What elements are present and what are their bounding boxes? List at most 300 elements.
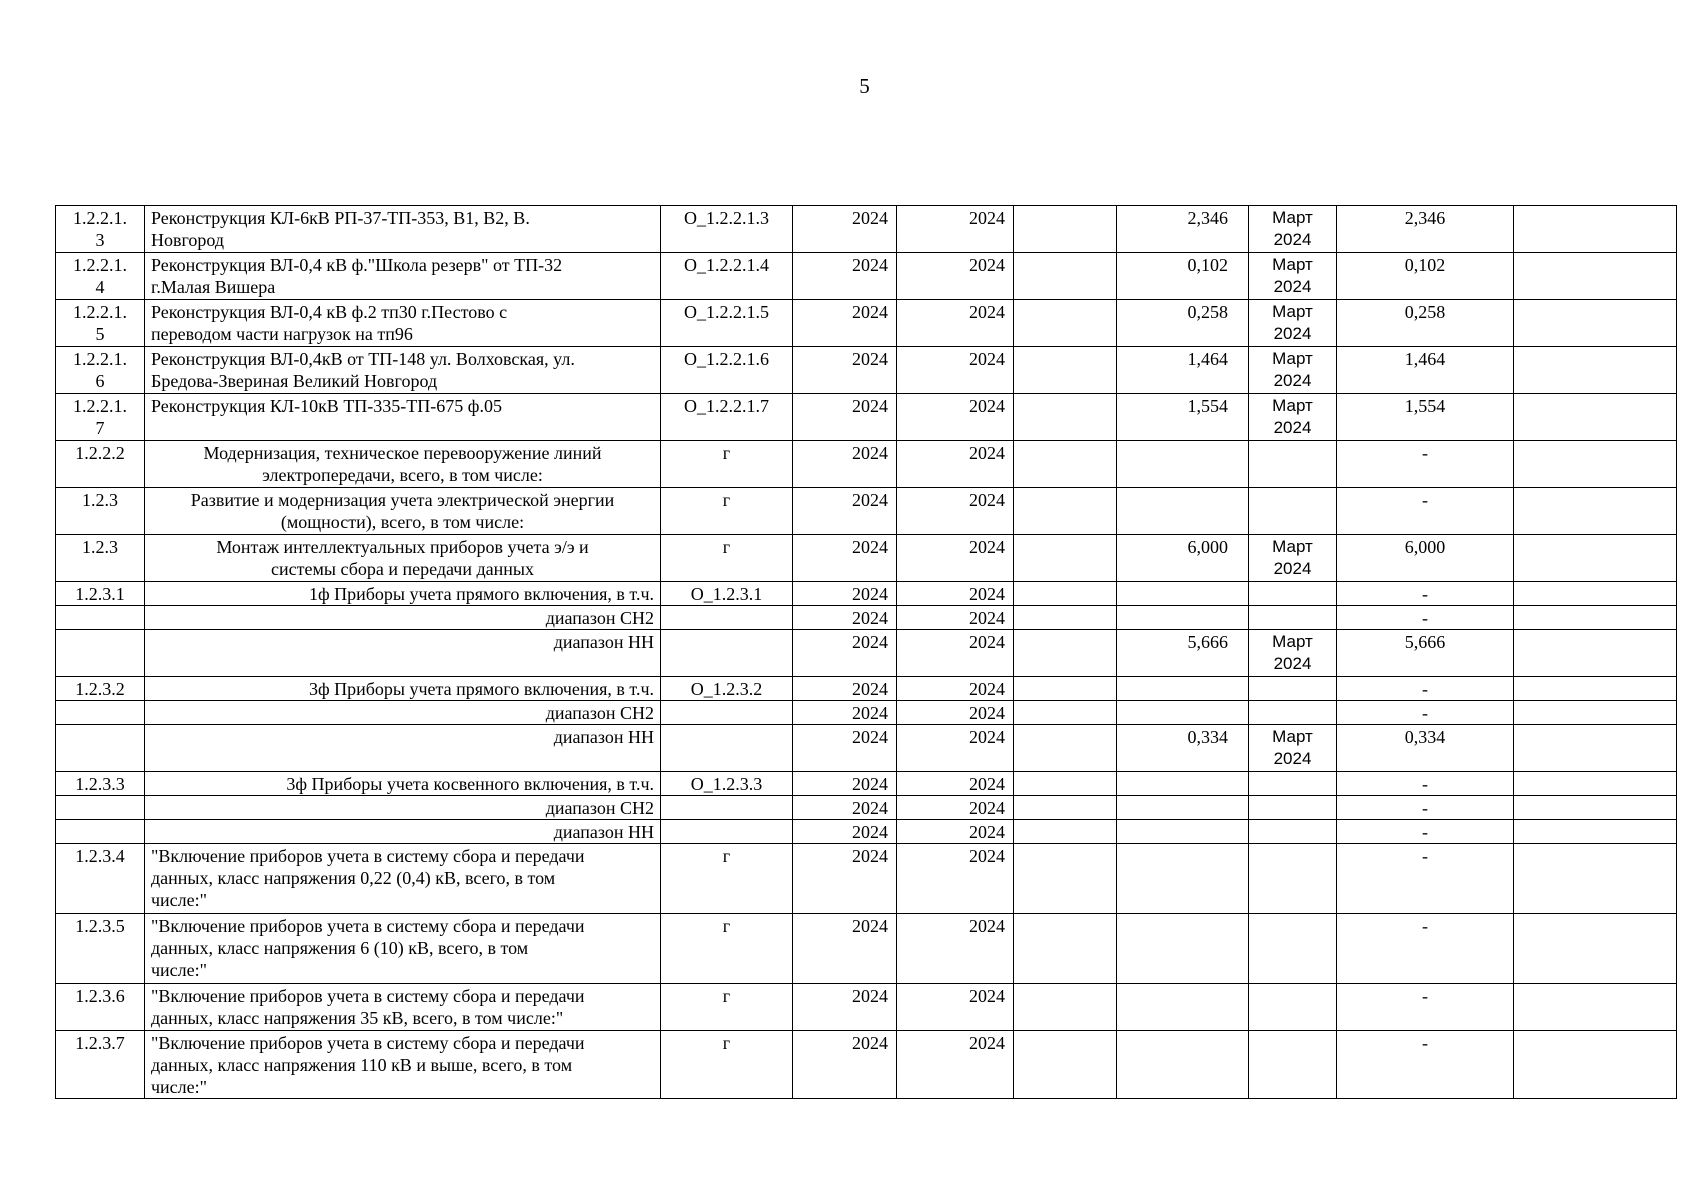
row-value-total-text: - [1422, 1033, 1428, 1053]
row-name-cell [145, 796, 661, 820]
row-name-text: "Включение приборов учета в систему сбора и передачи данных, класс напряжения 6 (10) кВ, всего, в том числе:" [151, 916, 585, 980]
row-year-start-cell [793, 488, 897, 535]
table-row [56, 984, 1677, 1031]
row-note-cell [1514, 253, 1677, 300]
row-year-start-text: 2024 [852, 916, 888, 936]
row-code-cell [661, 796, 793, 820]
row-note-cell [1514, 630, 1677, 677]
row-name-text: Реконструкция КЛ-10кВ ТП-335-ТП-675 ф.05 [151, 396, 502, 416]
row-note-cell [1514, 1031, 1677, 1099]
row-number-text: 1.2.3.7 [75, 1033, 125, 1053]
row-number-text: 1.2.2.1. 3 [73, 208, 127, 250]
row-year-end-text: 2024 [969, 727, 1005, 747]
row-year-start-cell [793, 630, 897, 677]
row-month-cell [1249, 725, 1337, 772]
row-code-cell [661, 914, 793, 984]
row-month-cell [1249, 677, 1337, 701]
row-number-text: 1.2.3.4 [75, 846, 125, 866]
row-code-cell [661, 582, 793, 606]
row-code-text: О_1.2.2.1.7 [684, 396, 769, 416]
row-note-cell [1514, 347, 1677, 394]
row-value-total-text: - [1422, 916, 1428, 936]
row-name-cell [145, 606, 661, 630]
row-month-cell [1249, 984, 1337, 1031]
row-month-text: Март 2024 [1272, 349, 1313, 390]
row-code-cell [661, 820, 793, 844]
row-name-cell [145, 725, 661, 772]
row-value-total-cell [1337, 796, 1514, 820]
row-value-total-text: 1,464 [1404, 349, 1446, 369]
row-code-text: О_1.2.3.3 [690, 774, 763, 794]
row-code-cell [661, 206, 793, 253]
row-number-text: 1.2.2.1. 5 [73, 302, 127, 344]
row-name-cell [145, 535, 661, 582]
table-row [56, 606, 1677, 630]
row-name-cell [145, 582, 661, 606]
row-year-start-text: 2024 [852, 679, 888, 699]
row-year-start-cell [793, 984, 897, 1031]
row-note-cell [1514, 441, 1677, 488]
row-month-cell [1249, 394, 1337, 441]
row-number-cell [56, 582, 145, 606]
row-value-total-cell [1337, 535, 1514, 582]
row-year-start-text: 2024 [852, 608, 888, 628]
row-month-cell [1249, 441, 1337, 488]
row-year-end-cell [897, 535, 1014, 582]
row-number-cell [56, 844, 145, 914]
row-year-start-cell [793, 820, 897, 844]
row-number-cell [56, 606, 145, 630]
row-name-text: "Включение приборов учета в систему сбора и передачи данных, класс напряжения 110 кВ и выше, всего, в том числе:" [151, 1033, 585, 1097]
row-value-total-cell [1337, 606, 1514, 630]
row-number-cell [56, 488, 145, 535]
row-year-start-cell [793, 300, 897, 347]
row-month-text: Март 2024 [1272, 396, 1313, 437]
row-name-text: "Включение приборов учета в систему сбора и передачи данных, класс напряжения 0,22 (0,4) кВ, всего, в том числе:" [151, 846, 585, 910]
row-year-start-text: 2024 [852, 846, 888, 866]
row-year-start-cell [793, 1031, 897, 1099]
row-code-text: г [722, 916, 731, 936]
table-row [56, 347, 1677, 394]
row-empty-cell [1014, 582, 1117, 606]
row-year-start-cell [793, 206, 897, 253]
row-note-cell [1514, 820, 1677, 844]
row-value-total-text: - [1422, 608, 1428, 628]
row-value-cell [1117, 820, 1249, 844]
row-code-text: О_1.2.2.1.4 [684, 255, 769, 275]
row-value-cell [1117, 606, 1249, 630]
row-name-cell [145, 206, 661, 253]
row-value-cell [1117, 535, 1249, 582]
row-month-cell [1249, 701, 1337, 725]
row-note-cell [1514, 535, 1677, 582]
row-number-cell [56, 300, 145, 347]
row-name-text: диапазон СН2 [545, 798, 654, 818]
row-year-start-text: 2024 [852, 632, 888, 652]
row-value-total-cell [1337, 394, 1514, 441]
row-name-text: диапазон НН [553, 727, 654, 747]
row-note-cell [1514, 488, 1677, 535]
row-month-cell [1249, 630, 1337, 677]
row-month-cell [1249, 796, 1337, 820]
row-code-text: О_1.2.2.1.3 [684, 208, 769, 228]
row-name-cell [145, 914, 661, 984]
row-name-cell [145, 488, 661, 535]
row-month-text: Март 2024 [1272, 727, 1313, 768]
row-name-cell [145, 394, 661, 441]
row-year-end-text: 2024 [969, 632, 1005, 652]
row-name-cell [145, 253, 661, 300]
row-name-text: Реконструкция ВЛ-0,4 кВ ф."Школа резерв" от ТП-32 г.Малая Вишера [151, 255, 563, 297]
row-code-cell [661, 630, 793, 677]
row-year-start-text: 2024 [852, 703, 888, 723]
row-year-start-cell [793, 582, 897, 606]
row-code-text: г [722, 846, 731, 866]
row-month-text: Март 2024 [1272, 302, 1313, 343]
row-number-cell [56, 914, 145, 984]
investment-plan-table [55, 205, 1677, 1099]
row-name-cell [145, 677, 661, 701]
table-row [56, 300, 1677, 347]
row-value-total-text: - [1422, 774, 1428, 794]
row-value-text: 1,554 [1187, 396, 1228, 416]
row-year-end-cell [897, 206, 1014, 253]
row-number-text: 1.2.2.2 [75, 443, 125, 463]
row-year-start-cell [793, 606, 897, 630]
row-year-end-text: 2024 [969, 443, 1005, 463]
row-code-cell [661, 844, 793, 914]
row-value-total-text: - [1422, 490, 1428, 510]
row-note-cell [1514, 206, 1677, 253]
row-month-cell [1249, 820, 1337, 844]
row-value-text: 2,346 [1187, 208, 1228, 228]
row-year-start-cell [793, 914, 897, 984]
row-name-cell [145, 300, 661, 347]
row-year-end-text: 2024 [969, 584, 1005, 604]
row-empty-cell [1014, 984, 1117, 1031]
row-value-total-text: - [1422, 822, 1428, 842]
row-year-end-cell [897, 606, 1014, 630]
row-name-cell [145, 984, 661, 1031]
row-value-total-text: 1,554 [1404, 396, 1446, 416]
row-name-text: диапазон СН2 [545, 703, 654, 723]
row-value-text: 0,258 [1187, 302, 1228, 322]
row-name-cell [145, 701, 661, 725]
row-number-text: 1.2.3.5 [75, 916, 125, 936]
row-year-end-cell [897, 441, 1014, 488]
row-value-total-cell [1337, 488, 1514, 535]
table-row [56, 701, 1677, 725]
row-year-end-cell [897, 300, 1014, 347]
row-value-total-text: 6,000 [1404, 537, 1446, 557]
row-year-end-cell [897, 820, 1014, 844]
table-row [56, 535, 1677, 582]
row-name-cell [145, 844, 661, 914]
row-value-total-text: - [1422, 584, 1428, 604]
row-value-total-text: - [1422, 986, 1428, 1006]
row-name-text: 1ф Приборы учета прямого включения, в т.ч. [308, 584, 654, 604]
row-year-end-cell [897, 582, 1014, 606]
row-month-text: Март 2024 [1272, 255, 1313, 296]
row-empty-cell [1014, 535, 1117, 582]
row-value-cell [1117, 701, 1249, 725]
row-year-end-text: 2024 [969, 703, 1005, 723]
row-value-total-text: 0,258 [1404, 302, 1446, 322]
row-code-cell [661, 253, 793, 300]
row-value-total-cell [1337, 914, 1514, 984]
row-name-text: "Включение приборов учета в систему сбора и передачи данных, класс напряжения 35 кВ, всего, в том числе:" [151, 986, 585, 1028]
row-code-text: г [722, 443, 731, 463]
row-month-cell [1249, 1031, 1337, 1099]
table-row [56, 725, 1677, 772]
row-value-cell [1117, 984, 1249, 1031]
row-empty-cell [1014, 796, 1117, 820]
row-year-start-cell [793, 253, 897, 300]
row-empty-cell [1014, 606, 1117, 630]
row-name-text: Монтаж интеллектуальных приборов учета э/э и системы сбора и передачи данных [216, 537, 589, 579]
row-empty-cell [1014, 441, 1117, 488]
row-code-text: г [722, 537, 731, 557]
row-year-end-text: 2024 [969, 774, 1005, 794]
row-value-total-cell [1337, 300, 1514, 347]
row-number-cell [56, 984, 145, 1031]
row-month-cell [1249, 535, 1337, 582]
row-value-cell [1117, 300, 1249, 347]
row-year-end-text: 2024 [969, 679, 1005, 699]
row-year-end-cell [897, 701, 1014, 725]
row-value-text: 1,464 [1187, 349, 1228, 369]
row-year-start-cell [793, 796, 897, 820]
row-month-cell [1249, 347, 1337, 394]
row-value-cell [1117, 488, 1249, 535]
table-row [56, 394, 1677, 441]
row-number-text: 1.2.3.2 [75, 679, 125, 699]
row-number-text: 1.2.3.6 [75, 986, 125, 1006]
row-empty-cell [1014, 701, 1117, 725]
row-value-cell [1117, 206, 1249, 253]
row-name-text: 3ф Приборы учета косвенного включения, в т.ч. [286, 774, 654, 794]
row-year-start-text: 2024 [852, 537, 888, 557]
row-year-start-text: 2024 [852, 584, 888, 604]
row-year-end-cell [897, 772, 1014, 796]
row-number-cell [56, 820, 145, 844]
row-year-start-text: 2024 [852, 986, 888, 1006]
row-year-start-cell [793, 394, 897, 441]
table-row [56, 820, 1677, 844]
row-year-end-text: 2024 [969, 986, 1005, 1006]
row-year-end-cell [897, 725, 1014, 772]
row-year-start-text: 2024 [852, 727, 888, 747]
row-value-total-cell [1337, 441, 1514, 488]
row-code-cell [661, 701, 793, 725]
row-year-end-cell [897, 677, 1014, 701]
row-number-cell [56, 441, 145, 488]
table-row [56, 1031, 1677, 1099]
row-value-total-cell [1337, 984, 1514, 1031]
row-value-cell [1117, 844, 1249, 914]
row-number-text: 1.2.2.1. 7 [73, 396, 127, 438]
row-code-cell [661, 1031, 793, 1099]
row-value-text: 6,000 [1187, 537, 1228, 557]
row-year-end-cell [897, 630, 1014, 677]
row-value-cell [1117, 725, 1249, 772]
row-year-start-cell [793, 441, 897, 488]
row-value-cell [1117, 441, 1249, 488]
row-number-cell [56, 206, 145, 253]
row-number-cell [56, 394, 145, 441]
row-note-cell [1514, 725, 1677, 772]
row-month-cell [1249, 914, 1337, 984]
row-note-cell [1514, 394, 1677, 441]
row-year-start-text: 2024 [852, 396, 888, 416]
table-body [56, 206, 1677, 1099]
row-value-total-text: - [1422, 703, 1428, 723]
row-note-cell [1514, 844, 1677, 914]
row-year-end-cell [897, 844, 1014, 914]
row-value-total-cell [1337, 1031, 1514, 1099]
row-year-end-text: 2024 [969, 608, 1005, 628]
row-code-cell [661, 347, 793, 394]
row-value-total-text: 2,346 [1404, 208, 1446, 228]
row-code-text: г [722, 1033, 731, 1053]
row-value-total-cell [1337, 677, 1514, 701]
row-year-end-text: 2024 [969, 255, 1005, 275]
row-name-cell [145, 1031, 661, 1099]
row-number-cell [56, 796, 145, 820]
row-empty-cell [1014, 725, 1117, 772]
row-note-cell [1514, 701, 1677, 725]
row-code-text: г [722, 986, 731, 1006]
row-number-cell [56, 253, 145, 300]
row-number-text: 1.2.3 [82, 537, 118, 557]
table-row [56, 677, 1677, 701]
row-name-text: диапазон НН [553, 822, 654, 842]
row-year-end-text: 2024 [969, 798, 1005, 818]
row-value-cell [1117, 796, 1249, 820]
row-note-cell [1514, 984, 1677, 1031]
row-month-text: Март 2024 [1272, 537, 1313, 578]
row-code-cell [661, 394, 793, 441]
row-year-start-cell [793, 844, 897, 914]
row-code-cell [661, 725, 793, 772]
row-number-text: 1.2.2.1. 4 [73, 255, 127, 297]
row-value-total-text: 0,334 [1404, 727, 1446, 747]
row-name-cell [145, 820, 661, 844]
page-number: 5 [859, 74, 870, 98]
row-value-cell [1117, 347, 1249, 394]
row-note-cell [1514, 606, 1677, 630]
row-year-start-text: 2024 [852, 443, 888, 463]
row-code-cell [661, 441, 793, 488]
row-name-text: Модернизация, техническое перевооружение линий электропередачи, всего, в том числе: [203, 443, 602, 485]
row-month-text: Март 2024 [1272, 208, 1313, 249]
row-code-cell [661, 488, 793, 535]
row-number-cell [56, 725, 145, 772]
row-year-end-text: 2024 [969, 916, 1005, 936]
row-value-total-text: - [1422, 846, 1428, 866]
row-code-text: О_1.2.2.1.5 [684, 302, 769, 322]
row-value-total-cell [1337, 206, 1514, 253]
row-value-total-cell [1337, 844, 1514, 914]
row-empty-cell [1014, 488, 1117, 535]
row-code-text: О_1.2.2.1.6 [684, 349, 769, 369]
row-value-cell [1117, 914, 1249, 984]
row-year-start-cell [793, 701, 897, 725]
table-row [56, 488, 1677, 535]
table-row [56, 582, 1677, 606]
row-number-cell [56, 701, 145, 725]
row-number-text: 1.2.3.3 [75, 774, 125, 794]
row-year-start-text: 2024 [852, 208, 888, 228]
row-note-cell [1514, 796, 1677, 820]
row-year-start-cell [793, 677, 897, 701]
row-empty-cell [1014, 677, 1117, 701]
row-number-cell [56, 1031, 145, 1099]
row-empty-cell [1014, 772, 1117, 796]
row-value-total-cell [1337, 725, 1514, 772]
row-number-text: 1.2.3.1 [75, 584, 125, 604]
row-code-text: О_1.2.3.2 [690, 679, 763, 699]
row-year-end-cell [897, 347, 1014, 394]
row-month-cell [1249, 253, 1337, 300]
row-value-total-cell [1337, 582, 1514, 606]
row-month-text: Март 2024 [1272, 632, 1313, 673]
row-value-total-cell [1337, 820, 1514, 844]
row-value-text: 0,102 [1187, 255, 1228, 275]
row-year-end-text: 2024 [969, 1033, 1005, 1053]
row-year-end-cell [897, 984, 1014, 1031]
row-year-end-cell [897, 253, 1014, 300]
row-name-cell [145, 347, 661, 394]
row-note-cell [1514, 677, 1677, 701]
row-month-cell [1249, 488, 1337, 535]
row-empty-cell [1014, 253, 1117, 300]
row-year-end-cell [897, 394, 1014, 441]
row-year-start-text: 2024 [852, 255, 888, 275]
row-number-cell [56, 347, 145, 394]
table-row [56, 206, 1677, 253]
row-code-text: г [722, 490, 731, 510]
row-year-start-text: 2024 [852, 774, 888, 794]
row-note-cell [1514, 772, 1677, 796]
row-month-cell [1249, 582, 1337, 606]
row-month-cell [1249, 772, 1337, 796]
row-value-cell [1117, 253, 1249, 300]
row-empty-cell [1014, 206, 1117, 253]
row-note-cell [1514, 300, 1677, 347]
row-value-total-text: 5,666 [1404, 632, 1446, 652]
row-name-text: 3ф Приборы учета прямого включения, в т.ч. [308, 679, 654, 699]
row-year-end-text: 2024 [969, 846, 1005, 866]
row-year-end-cell [897, 1031, 1014, 1099]
table-row [56, 441, 1677, 488]
row-value-total-text: - [1422, 443, 1428, 463]
row-value-total-text: - [1422, 798, 1428, 818]
row-month-cell [1249, 206, 1337, 253]
row-value-total-cell [1337, 253, 1514, 300]
row-code-cell [661, 300, 793, 347]
row-empty-cell [1014, 914, 1117, 984]
row-empty-cell [1014, 630, 1117, 677]
row-value-total-text: 0,102 [1404, 255, 1446, 275]
row-year-start-cell [793, 772, 897, 796]
row-value-total-text: - [1422, 679, 1428, 699]
row-value-text: 0,334 [1187, 727, 1228, 747]
row-code-cell [661, 984, 793, 1031]
row-year-start-text: 2024 [852, 822, 888, 842]
row-year-start-cell [793, 535, 897, 582]
row-empty-cell [1014, 844, 1117, 914]
